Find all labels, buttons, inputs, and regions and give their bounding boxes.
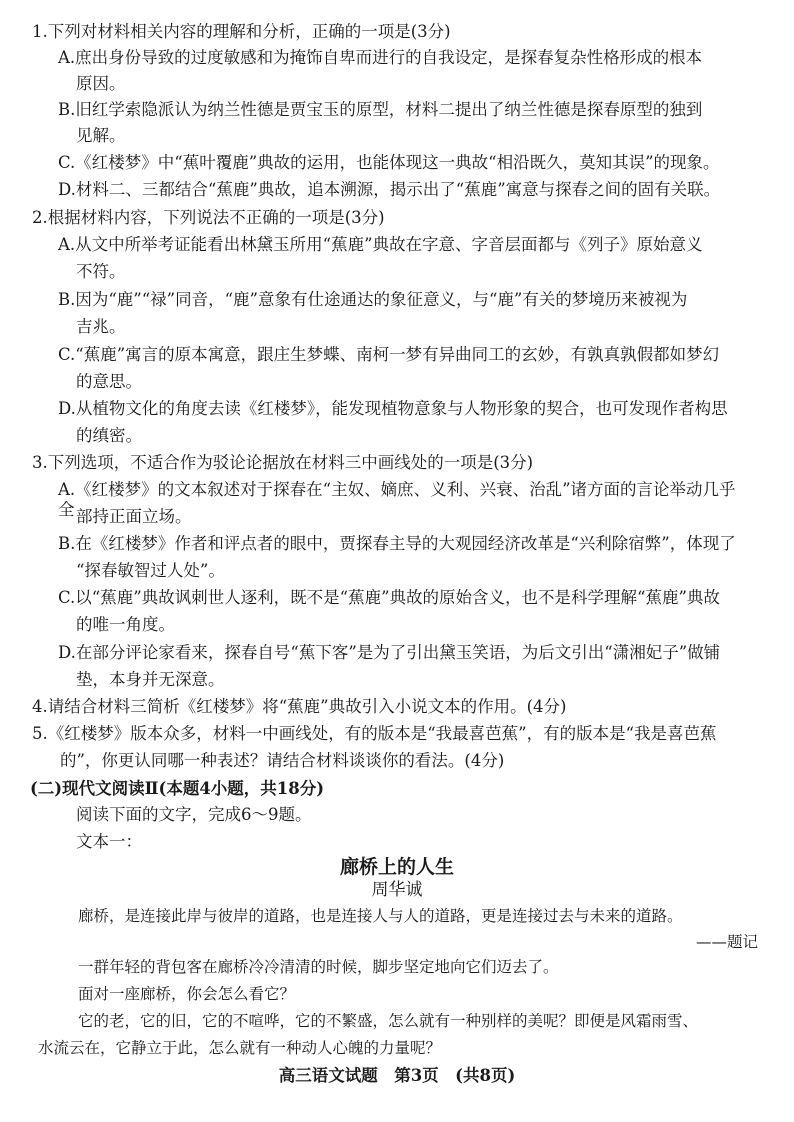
q3-option-d-cont: 垫，本身并无深意。 (76, 670, 225, 689)
q1-option-b-cont: 见解。 (76, 126, 126, 145)
q3-option-b: B.在《红楼梦》作者和评点者的眼中，贾探春主导的大观园经济改革是“兴利除宿弊”，体现了 (58, 534, 736, 553)
q1-option-b: B.旧红学索隐派认为纳兰性德是贾宝玉的原型，材料二提出了纳兰性德是探春原型的独到 (58, 100, 703, 119)
q1-option-a: A.庶出身份导致的过度敏感和为掩饰自卑而进行的自我设定，是探春复杂性格形成的根本 (58, 48, 703, 67)
q2-stem: 2.根据材料内容，下列说法不正确的一项是(3分) (32, 208, 385, 227)
q2-option-b: B.因为“鹿”“禄”同音，“鹿”意象有仕途通达的象征意义，与“鹿”有关的梦境历来被视为 (58, 290, 688, 309)
paragraph-2: 面对一座廊桥，你会怎么看它？ (78, 985, 296, 1003)
q2-option-a: A.从文中所举考证能看出林黛玉所用“蕉鹿”典故在字意、字音层面都与《列子》原始意义 (58, 235, 703, 254)
q3-option-c: C.以“蕉鹿”典故讽刺世人逐利，既不是“蕉鹿”典故的原始含义，也不是科学理解“蕉鹿”典故 (58, 588, 720, 607)
q1-stem: 1.下列对材料相关内容的理解和分析，正确的一项是(3分) (32, 22, 451, 41)
q3-stem: 3.下列选项，不适合作为驳论论据放在材料三中画线处的一项是(3分) (32, 453, 534, 472)
q5-stem-cont: 的”，你更认同哪一种表述？请结合材料谈谈你的看法。(4分) (60, 751, 505, 770)
q3-option-a: A.《红楼梦》的文本叙述对于探春在“主奴、嫡庶、义利、兴衰、治乱”诸方面的言论举动几乎全 (58, 480, 736, 519)
epigraph-signature: ——题记 (695, 933, 758, 951)
q2-option-c: C.“蕉鹿”寓言的原本寓意，跟庄生梦蝶、南柯一梦有异曲同工的玄妙，有孰真孰假都如梦幻 (58, 345, 720, 364)
reading-instruction: 阅读下面的文字，完成6～9题。 (76, 805, 312, 824)
q4-stem: 4.请结合材料三简析《红楼梦》将“蕉鹿”典故引入小说文本的作用。(4分) (32, 697, 567, 716)
q2-option-d-cont: 的缜密。 (76, 426, 142, 445)
q1-option-c: C.《红楼梦》中“蕉叶覆鹿”典故的运用，也能体现这一典故“相沿既久，莫知其误”的现象。 (58, 153, 720, 172)
q2-option-b-cont: 吉兆。 (76, 317, 126, 336)
text-label: 文本一： (76, 832, 142, 851)
article-title: 廊桥上的人生 (339, 856, 454, 878)
q3-option-c-cont: 的唯一角度。 (76, 615, 175, 634)
epigraph: 廊桥，是连接此岸与彼岸的道路，也是连接人与人的道路，更是连接过去与未来的道路。 (78, 907, 683, 925)
q2-option-a-cont: 不符。 (76, 262, 126, 281)
q1-option-a-cont: 原因。 (76, 74, 126, 93)
q3-option-a-cont: 部持正面立场。 (76, 507, 192, 526)
q3-option-d: D.在部分评论家看来，探春自号“蕉下客”是为了引出黛玉笑语，为后文引出“潇湘妃子”做铺 (58, 643, 721, 662)
paragraph-1: 一群年轻的背包客在廊桥冷冷清清的时候，脚步坚定地向它们迈去了。 (78, 958, 559, 976)
q5-stem: 5.《红楼梦》版本众多，材料一中画线处，有的版本是“我最喜芭蕉”，有的版本是“我是喜芭蕉 (32, 724, 717, 743)
section-header: (二)现代文阅读Ⅱ(本题4小题，共18分) (30, 779, 325, 798)
paragraph-3-cont: 水流云在，它静立于此，怎么就有一种动人心魄的力量呢？ (38, 1039, 442, 1057)
q2-option-c-cont: 的意思。 (76, 372, 142, 391)
q2-option-d: D.从植物文化的角度去读《红楼梦》，能发现植物意象与人物形象的契合，也可发现作者构思 (58, 399, 728, 418)
page-footer: 高三语文试题 第3页 (共8页) (278, 1066, 516, 1085)
q3-option-b-cont: “探春敏智过人处”。 (76, 561, 225, 580)
paragraph-3: 它的老，它的旧，它的不喧哗，它的不繁盛，怎么就有一种别样的美呢？即便是风霜雨雪、 (78, 1012, 699, 1030)
q1-option-d: D.材料二、三都结合“蕉鹿”典故，追本溯源，揭示出了“蕉鹿”寓意与探春之间的固有关联。 (58, 180, 721, 199)
article-author: 周华诚 (371, 880, 423, 900)
